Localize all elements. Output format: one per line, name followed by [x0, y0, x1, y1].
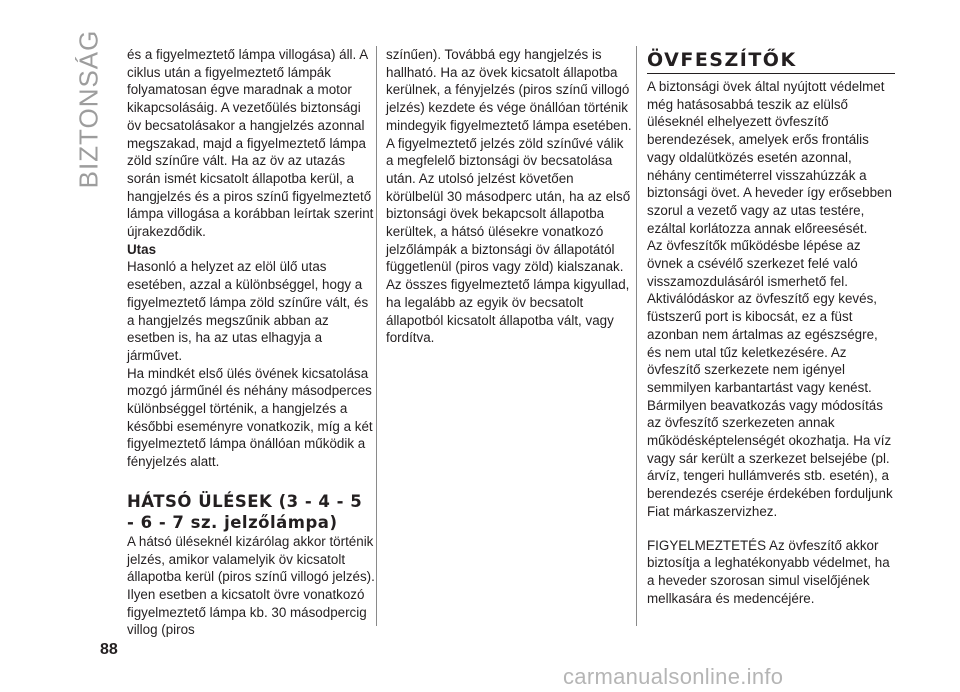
column-divider-2 [636, 46, 637, 626]
heading-underline [647, 73, 895, 74]
watermark: carmanualsonline.info [563, 664, 784, 689]
side-label-text: BIZTONSÁG [73, 29, 104, 189]
section-side-label [73, 29, 104, 189]
text-column-2 [386, 46, 634, 347]
paragraph: Ha mindkét első ülés övének kicsatolása mozgó járműnél és néhány másodperces különbséggel történik, a hangjelzés a későbbi eseményre vonatkozik, míg a két figyelmeztető lámpa önállóan működik a fényjelzés alatt. [127, 365, 373, 470]
warning-paragraph: FIGYELMEZTETÉS Az övfeszítő akkor biztosítja a leghatékonyabb védelmet, ha a heveder szorosan simul viselőjének mellkasára és medencéjére. [647, 537, 890, 606]
paragraph: Aktiválódáskor az övfeszítő egy kevés, füstszerű port is kibocsát, ez a füst azonban nem ártalmas az egészségre, és nem utal tűz keletkezésére. Az övfeszítő szerkezete nem igényel semmilyen karbantartást vagy kenést. Bármilyen beavatkozás vagy módosítás az övfeszítő szerkezeten annak működésképtelenségét okozhatja. Ha víz vagy sár került a szerkezet belsejébe (pl. árvíz, tengeri hullámverés stb. esetén), a berendezés cseréje érdekében forduljunk Fiat márkaszervizhez. [647, 291, 893, 519]
subheading-utas: Utas [127, 241, 157, 257]
paragraph: Hasonló a helyzet az elöl ülő utas esetében, azzal a különbséggel, hogy a figyelmeztető lámpa zöld színűre vált, és a hangjelzés megszűnik abban az esetben is, ha az utas elhagyja a járművet. [127, 259, 369, 363]
paragraph: A biztonsági övek által nyújtott védelmet még hatásosabbá teszik az elülső üléseknél elhelyezett övfeszítő berendezések, amelyek erős frontális vagy oldalütközés esetén azonnal, néhány centiméterrel visszahúzzák a biztonsági övet. A heveder így erősebben szorul a vezető vagy az utas testére, ezáltal korlátozza annak előreesését. [647, 79, 892, 236]
paragraph: A figyelmeztető jelzés zöld színűvé válik a megfelelő biztonsági öv becsatolása után. Az utolsó jelzést követően körülbelül 30 másodperc után, ha az első biztonsági övek bekapcsolt állapotba kerültek, a hátsó ülésekre vonatkozó jelzőlámpák a biztonsági öv állapotától függetlenül (piros vagy zöld) kialszanak. Az összes figyelmeztető lámpa kigyullad, ha legalább az egyik öv becsatolt állapotból kicsatolt állapotba vált, vagy fordítva. [386, 135, 631, 346]
text-column-3 [647, 46, 895, 607]
text-column-1 [127, 46, 375, 639]
paragraph: színűen). Továbbá egy hangjelzés is hallható. Ha az övek kicsatolt állapotba kerülnek, a fényjelzés (piros színű villogó jelzés) kezdete és vége önállóan történik mindegyik figyelmeztető lámpa esetében. [386, 47, 632, 133]
section-heading-pretensioners: ÖVFESZÍTŐK [647, 49, 797, 71]
paragraph: Az övfeszítők működésbe lépése az övnek a csévélő szerkezet felé való visszamozdulásáról ismerhető fel. [647, 238, 861, 289]
paragraph: A hátsó üléseknél kizárólag akkor történik jelzés, amikor valamelyik öv kicsatolt állapotba kerül (piros színű villogó jelzés). Ilyen esetben a kicsatolt övre vonatkozó figyelmeztető lámpa kb. 30 másodpercig villog (piros [127, 533, 375, 638]
paragraph: és a figyelmeztető lámpa villogása) áll. A ciklus után a figyelmeztető lámpák folyamatosan égve maradnak a motor kikapcsolásáig. A vezetőülés biztonsági öv becsatolásakor a hangjelzés azonnal megszakad, majd a figyelmeztető lámpa zöld színűre vált. Ha az öv az utazás során ismét kicsatolt állapotba kerül, a hangjelzés és a piros színű figyelmeztető lámpa villogása a korábban leírtak szerint újrakezdődik. [127, 47, 374, 240]
column-divider-1 [376, 46, 377, 626]
spacer [647, 521, 895, 537]
page-number: 88 [100, 641, 118, 658]
section-heading-rear-seats: HÁTSÓ ÜLÉSEK (3 - 4 - 5 - 6 - 7 sz. jelzőlámpa) [127, 491, 363, 532]
